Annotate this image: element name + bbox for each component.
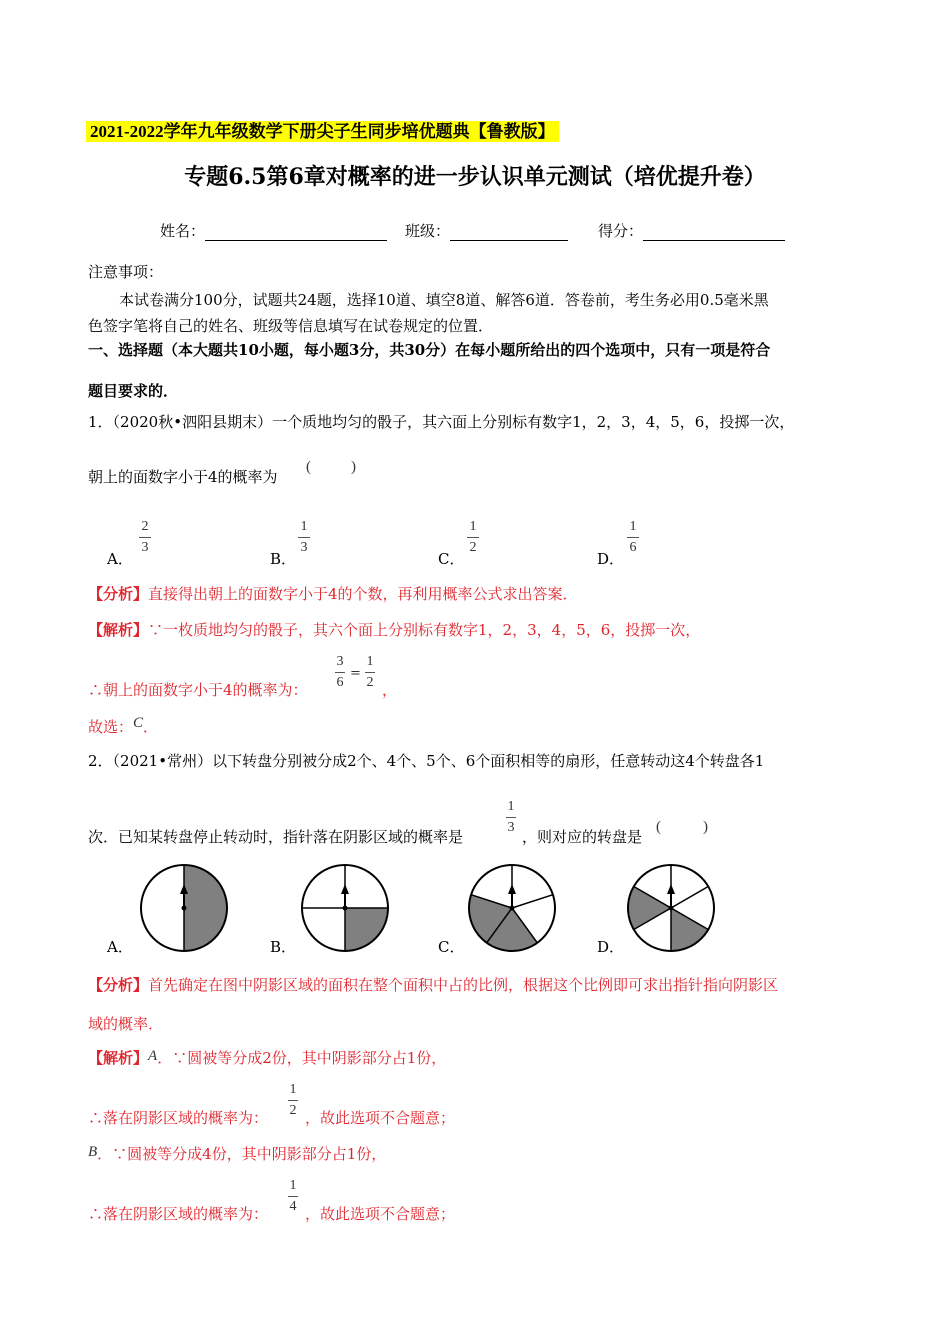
name-field[interactable]: [160, 220, 387, 241]
class-label: 班级：: [405, 222, 451, 240]
q1-option-b-fraction: 1 3: [298, 520, 310, 555]
q2-solution-b: [88, 1143, 386, 1164]
q1-answer-letter: C: [133, 715, 144, 731]
q2-solution-a-line-2: ∴落在阴影区域的概率为：: [88, 1109, 269, 1127]
q2-solution-a-line-2-end: ，故此选项不合题意；: [305, 1109, 456, 1127]
q1-analysis-text: 直接得出朝上的面数字小于4的个数，再利用概率公式求出答案．: [148, 585, 578, 603]
class-blank[interactable]: [450, 226, 568, 241]
q2-stem-line-2a: 次．已知某转盘停止转动时，指针落在阴影区域的概率是: [88, 828, 464, 846]
q2-solution-a-text: ．∵圆被等分成2份，其中阴影部分占1份，: [157, 1049, 447, 1067]
q1-option-a-fraction: 2 3: [139, 520, 151, 555]
series-highlight: 2021-2022学年九年级数学下册尖子生同步培优题典【鲁教版】: [86, 121, 559, 142]
q2-paren-open: (: [656, 819, 661, 835]
q1-answer-prefix: 故选：: [88, 718, 134, 736]
spinner-d[interactable]: [625, 862, 717, 954]
spinner-a[interactable]: [138, 862, 230, 954]
q1-solution-fraction-1: 3 6: [336, 654, 344, 690]
q1-solution-line-2-end: ，: [382, 681, 398, 699]
series-header: [86, 117, 559, 142]
q2-option-c-label[interactable]: C．: [438, 938, 465, 956]
name-blank[interactable]: [205, 226, 387, 241]
q2-paren-close: ): [703, 819, 708, 835]
q2-option-b-label[interactable]: B．: [270, 938, 297, 956]
notice-heading: 注意事项：: [88, 263, 164, 281]
q1-solution-text-1: ∵一枚质地均匀的骰子，其六个面上分别标有数字1，2，3，4，5，6，投掷一次，: [148, 621, 701, 639]
notice-line-2: 色签字笔将自己的姓名、班级等信息填写在试卷规定的位置．: [88, 317, 494, 335]
q1-option-b-label[interactable]: B．: [270, 550, 297, 568]
q1-solution-equals: =: [350, 666, 361, 681]
q2-option-a-label[interactable]: A．: [107, 938, 133, 956]
page-title: 专题6.5第6章对概率的进一步认识单元测试（培优提升卷）: [184, 164, 766, 190]
q1-answer: [88, 716, 158, 737]
score-blank[interactable]: [643, 226, 785, 241]
q1-analysis-tag: 【分析】: [88, 585, 149, 603]
q1-paren-close: ): [351, 459, 356, 475]
q2-stem-line-2b: ，则对应的转盘是: [522, 828, 643, 846]
q1-option-d-label[interactable]: D．: [597, 550, 625, 568]
spinner-b[interactable]: [299, 862, 391, 954]
q2-stem-fraction: 1 3: [507, 799, 515, 835]
spinner-b-pointer: [341, 884, 349, 911]
q1-answer-end: ．: [143, 718, 159, 736]
q2-solution-b-letter: B: [88, 1144, 98, 1160]
name-label: 姓名：: [160, 222, 206, 240]
q1-option-a-label[interactable]: A．: [107, 550, 133, 568]
spinner-c[interactable]: [466, 862, 558, 954]
q2-solution-tag: 【解析】: [88, 1049, 149, 1067]
q2-solution-b-line-2: ∴落在阴影区域的概率为：: [88, 1205, 269, 1223]
spinner-d-shaded-sector-2: [671, 908, 708, 951]
q2-analysis-tag: 【分析】: [88, 976, 149, 994]
section-heading-line-2: 题目要求的．: [88, 382, 179, 400]
q1-paren-open: (: [306, 459, 311, 475]
q1-option-c-label[interactable]: C．: [438, 550, 465, 568]
q2-analysis-line-2: 域的概率．: [88, 1015, 164, 1033]
q2-solution-b-fraction: 1 4: [289, 1178, 297, 1214]
q2-solution-b-text: ．∵圆被等分成4份，其中阴影部分占1份，: [97, 1145, 387, 1163]
score-label: 得分：: [598, 222, 644, 240]
q2-analysis-text-1: 首先确定在图中阴影区域的面积在整个面积中占的比例，根据这个比例即可求出指针指向阴影区: [148, 976, 779, 994]
q1-solution-tag: 【解析】: [88, 621, 149, 639]
class-field[interactable]: [405, 220, 568, 241]
q2-solution: [88, 1047, 446, 1068]
q1-solution-fraction-2: 1 2: [366, 654, 374, 690]
q1-stem-line-2: 朝上的面数字小于4的概率为: [88, 468, 278, 486]
q1-stem-line-1: 1．（2020秋•泗阳县期末）一个质地均匀的骰子，其六面上分别标有数字1，2，3，4，5，6，投掷一次，: [88, 413, 795, 431]
q2-solution-b-line-2-end: ，故此选项不合题意；: [305, 1205, 456, 1223]
q2-analysis: [88, 974, 778, 995]
q2-solution-a-fraction: 1 2: [289, 1082, 297, 1118]
q2-solution-a-letter: A: [148, 1048, 158, 1064]
q1-option-d-fraction: 1 6: [627, 520, 639, 555]
spinner-d-shaded-sector-1: [628, 887, 671, 930]
q1-solution: [88, 619, 700, 640]
q1-solution-line-2: ∴朝上的面数字小于4的概率为：: [88, 681, 308, 699]
q2-stem-line-1: 2．（2021•常州）以下转盘分别被分成2个、4个、5个、6个面积相等的扇形，任意转动这4个转盘各1: [88, 752, 765, 770]
notice-line-1: 本试卷满分100分，试题共24题，选择10道、填空8道、解答6道．答卷前，考生务必用0.5毫米黑: [119, 291, 769, 309]
score-field[interactable]: [598, 220, 785, 241]
section-heading-line-1: 一、选择题（本大题共10小题，每小题3分，共30分）在每小题所给出的四个选项中，只有一项是符合: [88, 341, 771, 359]
q1-analysis: [88, 583, 578, 604]
spinner-a-shaded-sector: [184, 865, 227, 951]
q1-option-c-fraction: 1 2: [467, 520, 479, 555]
q2-option-d-label[interactable]: D．: [597, 938, 625, 956]
